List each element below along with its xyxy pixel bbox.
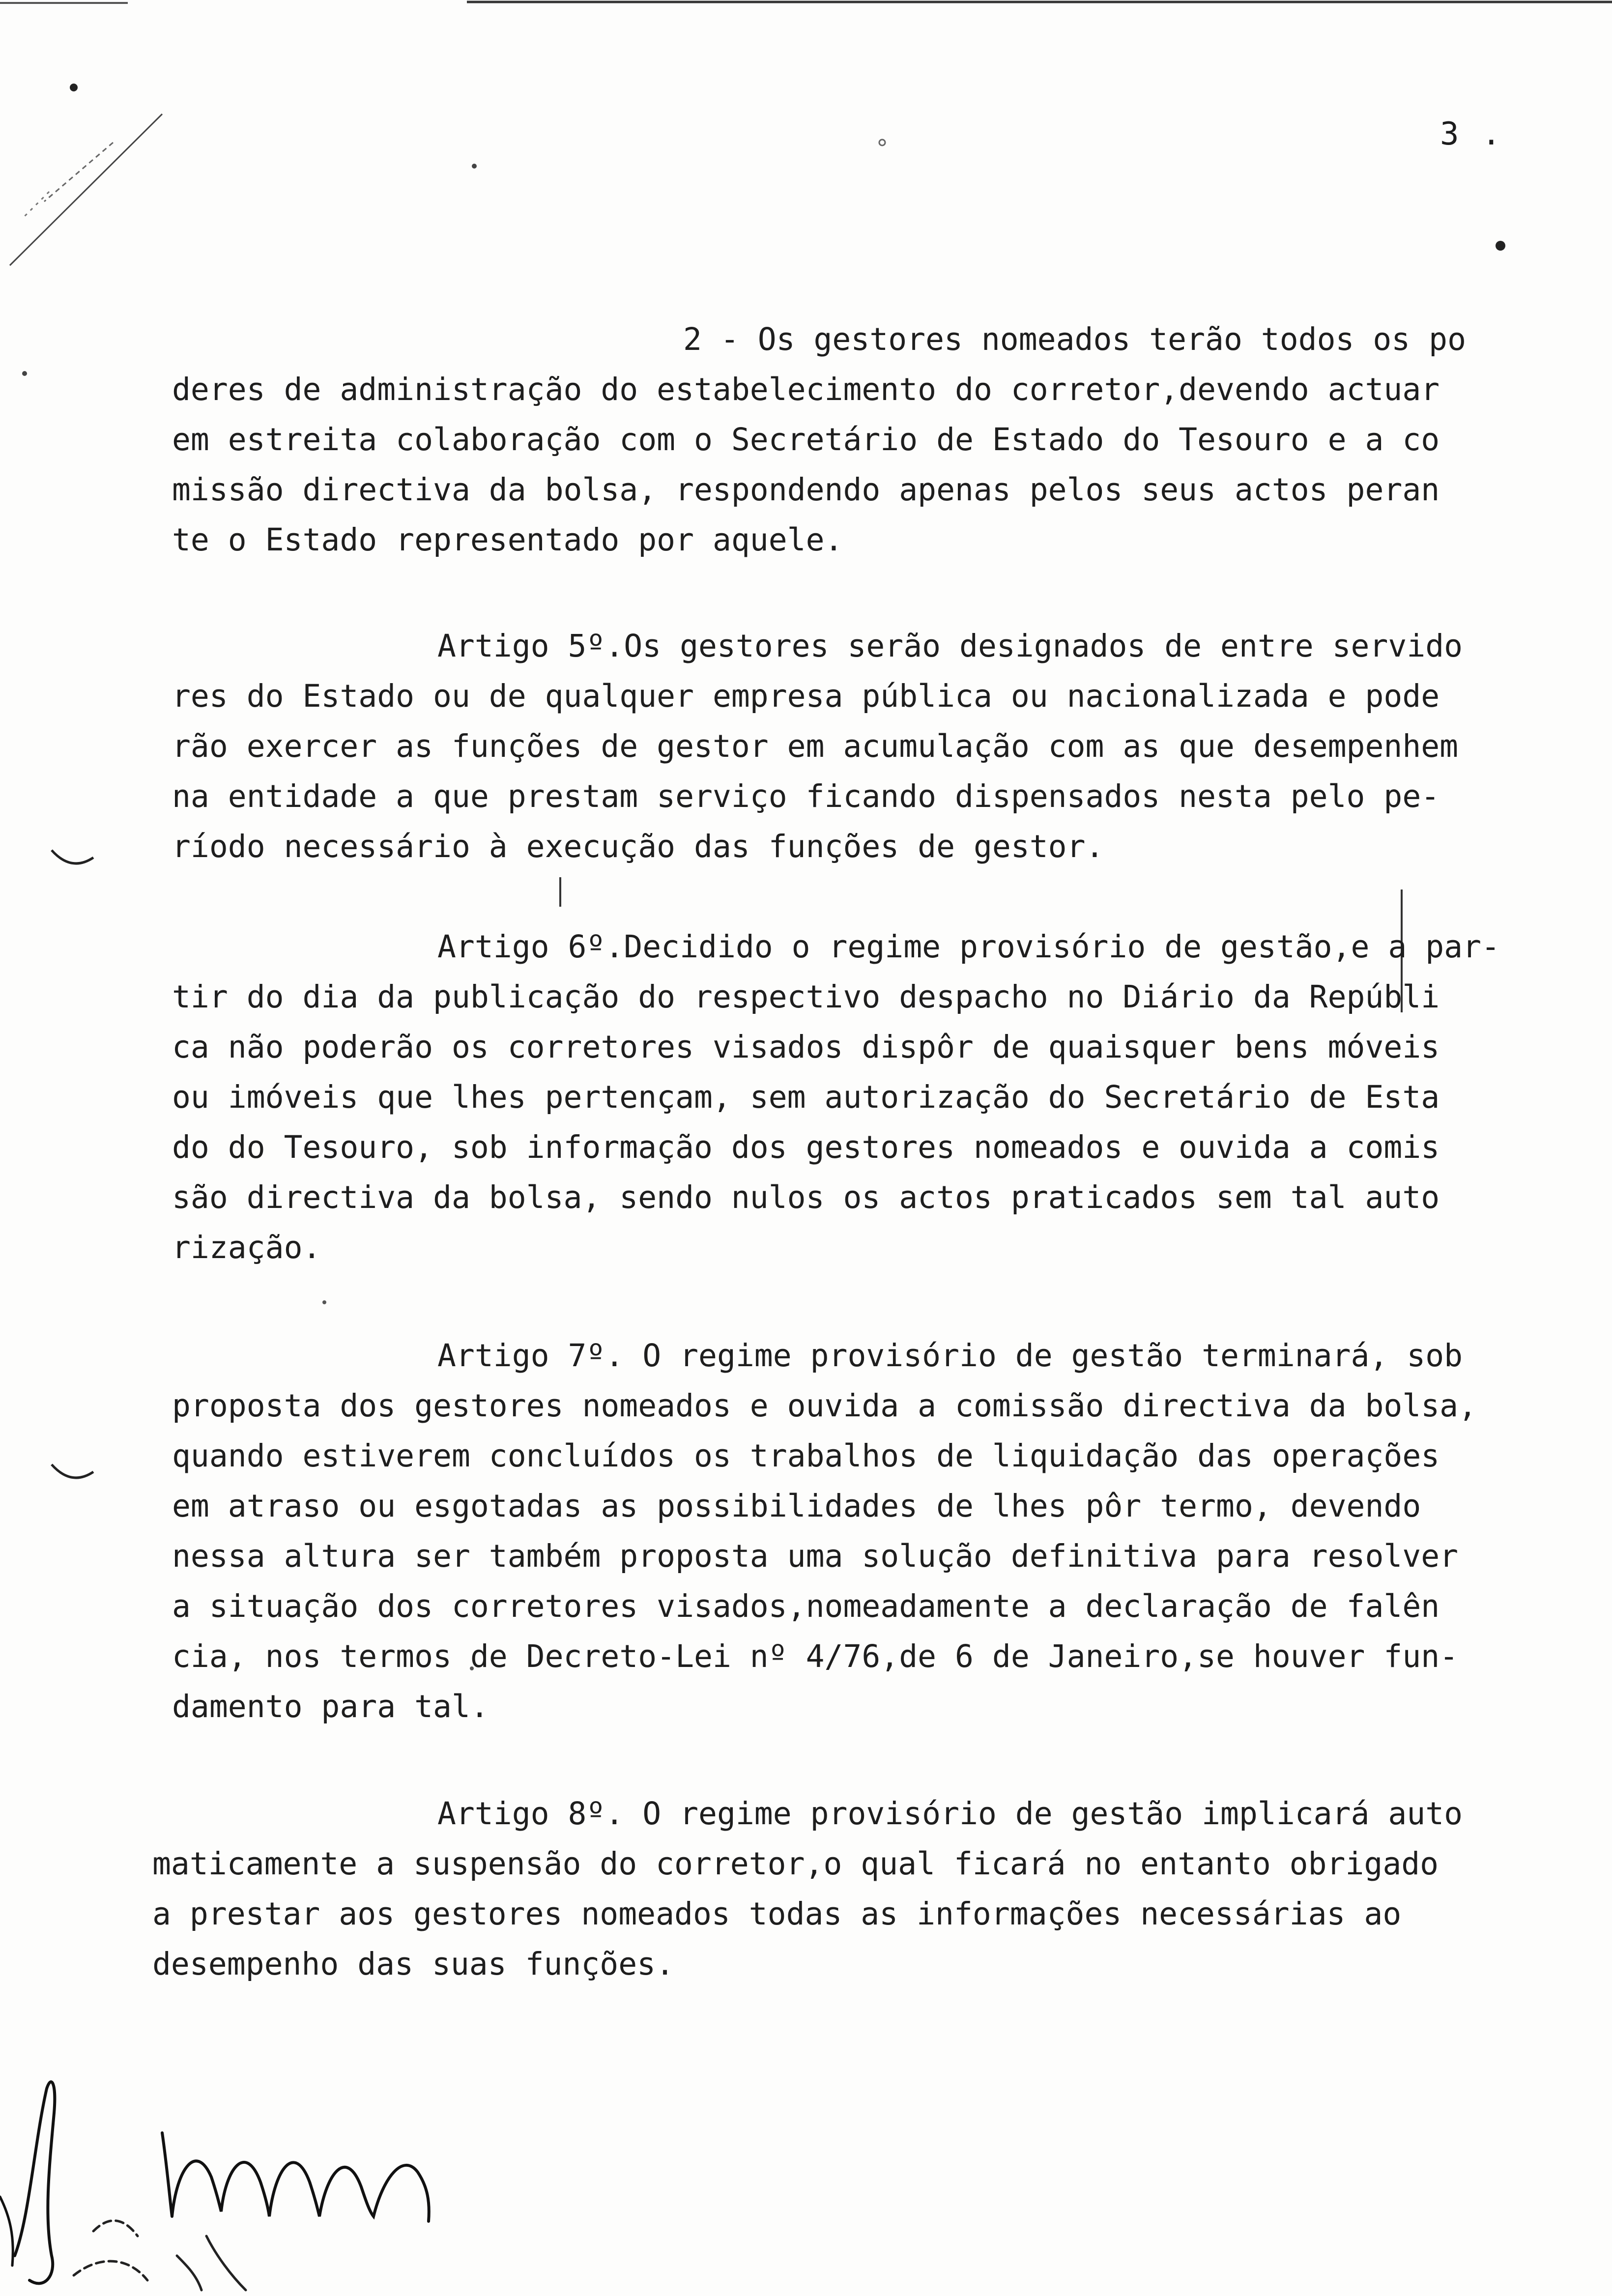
paragraph-artigo-8 xyxy=(152,1789,1528,1989)
text-line: do do Tesouro, sob informação dos gestores nomeados e ouvida a comis xyxy=(172,1129,1440,1165)
margin-curve xyxy=(52,1464,93,1478)
text-line: 2 - Os gestores nomeados terão todos os po xyxy=(683,321,1467,357)
text-line: Artigo 8º. O regime provisório de gestão implicará auto xyxy=(437,1796,1463,1832)
text-line: cia, nos termos de Decreto-Lei nº 4/76,de 6 de Janeiro,se houver fun- xyxy=(172,1638,1459,1674)
speck xyxy=(472,164,477,169)
text-line: tir do dia da publicação do respectivo despacho no Diário da Repúbli xyxy=(172,979,1440,1015)
text-line: te o Estado representado por aquele. xyxy=(172,522,843,558)
margin-slash xyxy=(44,143,113,201)
paragraph-item-2 xyxy=(172,315,1548,565)
text-line: na entidade a que prestam serviço ficando dispensados nesta pelo pe- xyxy=(172,778,1440,814)
text-line: damento para tal. xyxy=(172,1689,489,1724)
speck xyxy=(70,84,78,91)
paragraph-artigo-7 xyxy=(172,1331,1548,1732)
text-line: proposta dos gestores nomeados e ouvida a comissão directiva da bolsa, xyxy=(172,1388,1477,1424)
text-line: deres de administração do estabelecimento do corretor,devendo actuar xyxy=(172,372,1440,407)
handwritten-signature xyxy=(0,2069,442,2296)
text-line: quando estiverem concluídos os trabalhos de liquidação das operações xyxy=(172,1438,1440,1474)
text-line: Artigo 6º.Decidido o regime provisório de gestão,e a par- xyxy=(437,929,1500,965)
text-line: Artigo 7º. O regime provisório de gestão terminará, sob xyxy=(437,1338,1463,1374)
text-line: maticamente a suspensão do corretor,o qual ficará no entanto obrigado xyxy=(152,1846,1439,1882)
text-line: ou imóveis que lhes pertençam, sem autorização do Secretário de Esta xyxy=(172,1079,1440,1115)
text-line: Artigo 5º.Os gestores serão designados de entre servido xyxy=(437,628,1463,664)
text-line: rão exercer as funções de gestor em acumulação com as que desempenhem xyxy=(172,728,1459,764)
text-line: a prestar aos gestores nomeados todas as informações necessárias ao xyxy=(152,1896,1402,1932)
text-line: são directiva da bolsa, sendo nulos os actos praticados sem tal auto xyxy=(172,1179,1440,1215)
text-line: ríodo necessário à execução das funções de gestor. xyxy=(172,829,1104,864)
text-line: nessa altura ser também proposta uma solução definitiva para resolver xyxy=(172,1538,1459,1574)
text-line: desempenho das suas funções. xyxy=(152,1946,675,1982)
text-line: res do Estado ou de qualquer empresa pública ou nacionalizada e pode xyxy=(172,678,1440,714)
text-line: em atraso ou esgotadas as possibilidades de lhes pôr termo, devendo xyxy=(172,1488,1421,1524)
speck xyxy=(879,140,885,145)
paragraph-artigo-6 xyxy=(172,922,1548,1273)
speck xyxy=(22,371,27,376)
text-line: em estreita colaboração com o Secretário de Estado do Tesouro e a co xyxy=(172,422,1440,458)
speck xyxy=(322,1300,326,1304)
page-number: 3 . xyxy=(1440,116,1503,152)
text-line: ca não poderão os corretores visados dispôr de quaisquer bens móveis xyxy=(172,1029,1440,1065)
text-line: missão directiva da bolsa, respondendo apenas pelos seus actos peran xyxy=(172,472,1440,508)
margin-slash xyxy=(25,192,49,216)
margin-slash xyxy=(10,114,162,265)
paragraph-artigo-5 xyxy=(172,621,1548,872)
margin-curve xyxy=(52,850,93,863)
text-line: rização. xyxy=(172,1230,321,1265)
speck xyxy=(1496,241,1505,251)
text-line: a situação dos corretores visados,nomeadamente a declaração de falên xyxy=(172,1588,1440,1624)
